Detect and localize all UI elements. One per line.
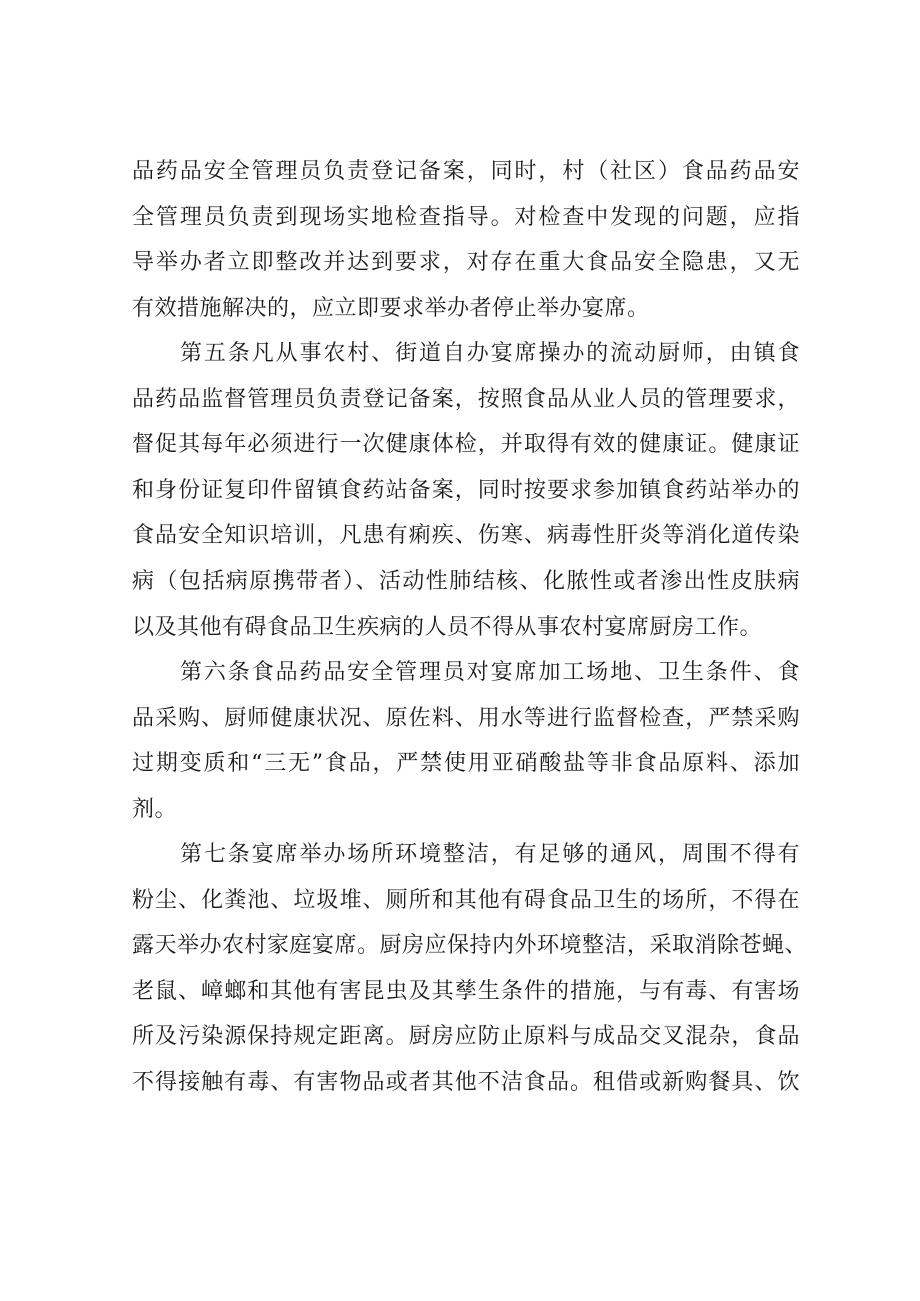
paragraph-continuation [132,149,800,331]
text-line: 以及其他有碍食品卫生疾病的人员不得从事农村宴席厨房工作。 [132,614,763,640]
text-line: 督促其每年必须进行一次健康体检，并取得有效的健康证。健康证 [132,432,800,458]
text-line: 过期变质和“三无”食品，严禁使用亚硝酸盐等非食品原料、添加 [132,751,800,777]
text-line: 有效措施解决的，应立即要求举办者停止举办宴席。 [132,295,650,321]
text-line: 品药品监督管理员负责登记备案，按照食品从业人员的管理要求， [132,386,800,412]
text-line: 粉尘、化粪池、垃圾堆、厕所和其他有碍食品卫生的场所，不得在 [132,887,800,913]
text-line: 食品安全知识培训，凡患有痢疾、伤寒、病毒性肝炎等消化道传染 [132,523,800,549]
paragraph-article-6 [132,650,800,832]
text-line: 第五条凡从事农村、街道自办宴席操办的流动厨师，由镇食 [180,341,800,366]
text-line: 露天举办农村家庭宴席。厨房应保持内外环境整洁，采取消除苍蝇、 [132,933,808,959]
text-line: 导举办者立即整改并达到要求，对存在重大食品安全隐患，又无 [132,250,800,276]
paragraph-article-7 [132,832,808,1106]
text-line: 品采购、厨师健康状况、原佐料、用水等进行监督检查，严禁采购 [132,705,800,731]
text-line: 所及污染源保持规定距离。厨房应防止原料与成品交叉混杂，食品 [132,1024,800,1050]
text-line: 第六条食品药品安全管理员对宴席加工场地、卫生条件、食 [180,660,800,685]
text-line: 第七条宴席举办场所环境整洁，有足够的通风，周围不得有 [180,842,800,867]
text-line: 剂。 [132,796,178,822]
text-line: 全管理员负责到现场实地检查指导。对检查中发现的问题，应指 [132,204,800,230]
text-line: 病（包括病原携带者）、活动性肺结核、化脓性或者渗出性皮肤病 [132,568,800,594]
text-line: 和身份证复印件留镇食药站备案，同时按要求参加镇食药站举办的 [132,477,800,503]
text-line: 品药品安全管理员负责登记备案，同时，村（社区）食品药品安 [132,159,800,184]
paragraph-article-5 [132,331,800,650]
text-line: 不得接触有毒、有害物品或者其他不洁食品。租借或新购餐具、饮 [132,1069,800,1095]
text-line: 老鼠、嶂螂和其他有害昆虫及其孳生条件的措施，与有毒、有害场 [132,978,800,1004]
